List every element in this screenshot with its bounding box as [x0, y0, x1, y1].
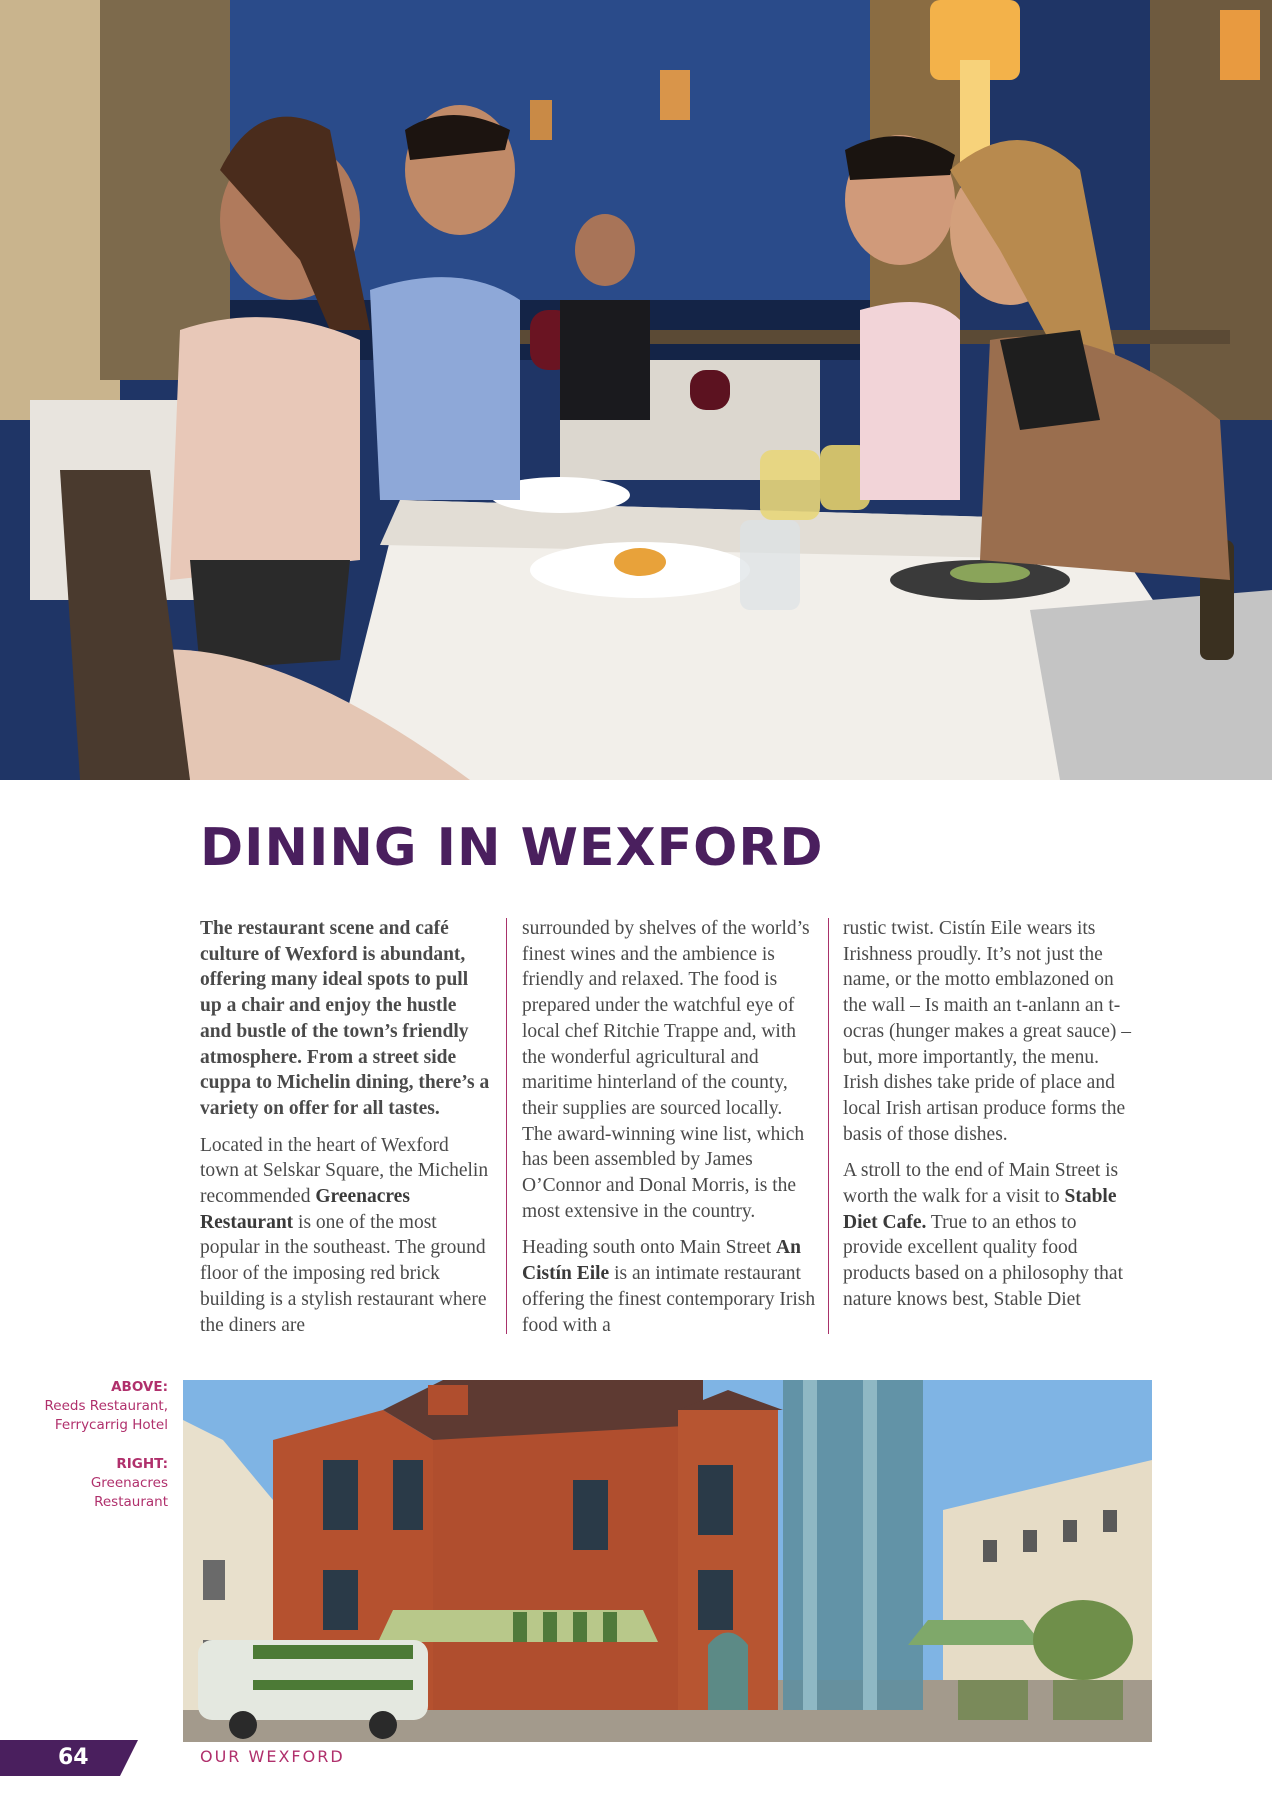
caption-right: [0, 1455, 168, 1512]
caption-line: Ferrycarrig Hotel: [54, 1417, 168, 1433]
caption-line: Restaurant: [94, 1494, 168, 1510]
caption-heading: RIGHT:: [116, 1456, 168, 1472]
stable-diet-paragraph: [843, 1158, 1133, 1312]
page-number: 64: [58, 1745, 89, 1770]
venue-greenacres: Greenacres Restaurant: [200, 1186, 410, 1233]
hero-illustration: [0, 0, 1272, 780]
column-1: [200, 916, 490, 1336]
article-body: [200, 916, 1132, 1336]
article-title: DINING IN WEXFORD: [200, 818, 824, 878]
photo-captions: [0, 1378, 168, 1532]
hero-photo-diners: [0, 0, 1272, 780]
caption-line: Greenacres: [90, 1475, 168, 1491]
text-run: is one of the most popular in the southeast. The ground floor of the imposing red brick building is a stylish restaurant where the diners are: [200, 1211, 487, 1336]
column-divider: [828, 918, 829, 1334]
greenacres-paragraph: [200, 1133, 490, 1339]
wine-paragraph: surrounded by shelves of the world’s finest wines and the ambience is friendly and relaxed. The food is prepared under the watchful eye of local chef Ritchie Trappe and, with the wonderful agricultural and maritime hinterland of the county, their supplies are sourced locally. The award-winning wine list, which has been assembled by James O’Connor and Donal Morris, is the most extensive in the country.: [522, 918, 810, 1222]
building-illustration: [183, 1380, 1152, 1742]
greenacres-building-photo: [183, 1380, 1152, 1742]
text-run: is an intimate restaurant offering the finest contemporary Irish food with a: [522, 1263, 816, 1336]
column-divider: [506, 918, 507, 1334]
irishness-paragraph: rustic twist. Cistín Eile wears its Irishness proudly. It’s not just the name, or the motto emblazoned on the wall – Is maith an t-anlann an t-ocras (hunger makes a great sauce) – but, more importantly, the menu. Irish dishes take pride of place and local Irish artisan produce forms the basis of those dishes.: [843, 918, 1132, 1145]
caption-heading: ABOVE:: [111, 1379, 168, 1395]
text-run: A stroll to the end of Main Street is worth the walk for a visit to: [843, 1160, 1119, 1208]
publication-name: OUR WEXFORD: [200, 1747, 345, 1766]
caption-above: [0, 1378, 168, 1435]
column-2: [522, 916, 817, 1336]
caption-line: Reeds Restaurant,: [44, 1398, 168, 1414]
venue-stable-diet-cafe: Stable Diet Cafe.: [843, 1186, 1117, 1233]
column-3: [843, 916, 1133, 1336]
venue-an-cistin-eile: An Cistín Eile: [522, 1237, 801, 1285]
intro-paragraph: The restaurant scene and café culture of Wexford is abundant, offering many ideal spots to pull up a chair and enjoy the hustle and bustle of the town’s friendly atmosphere. From a street side cuppa to Michelin dining, there’s a variety on offer for all tastes.: [200, 918, 490, 1119]
text-run: Heading south onto Main Street: [522, 1237, 777, 1259]
text-run: True to an ethos to provide excellent quality food products based on a philosophy that nature knows best, Stable Diet: [843, 1211, 1123, 1310]
cistin-paragraph: [522, 1235, 817, 1338]
text-run: Located in the heart of Wexford town at Selskar Square, the Michelin recommended: [200, 1134, 489, 1208]
